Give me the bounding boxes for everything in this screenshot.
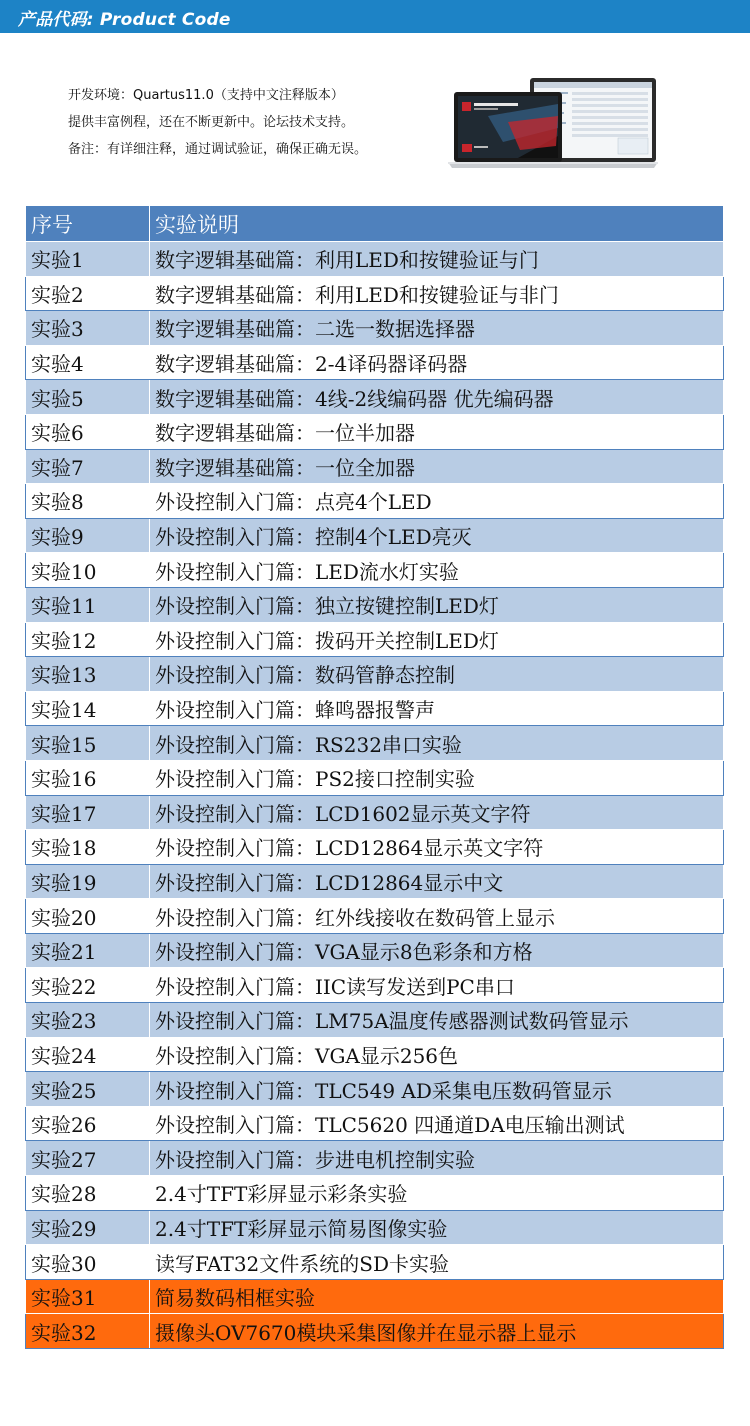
experiment-number-cell: 实验4 — [26, 345, 150, 380]
experiment-table — [25, 205, 724, 1349]
experiment-description-cell: 数字逻辑基础篇：利用LED和按键验证与门 — [150, 242, 724, 277]
column-header-number: 序号 — [26, 206, 150, 242]
experiment-description-cell: 2.4寸TFT彩屏显示简易图像实验 — [150, 1210, 724, 1245]
experiment-description-cell: 外设控制入门篇：拨码开关控制LED灯 — [150, 622, 724, 657]
table-row — [26, 1003, 724, 1038]
experiment-number-cell: 实验7 — [26, 449, 150, 484]
experiment-description-cell: 外设控制入门篇：PS2接口控制实验 — [150, 760, 724, 795]
table-row — [26, 726, 724, 761]
experiment-description-cell: 外设控制入门篇：VGA显示256色 — [150, 1037, 724, 1072]
experiment-description-cell: 数字逻辑基础篇：二选一数据选择器 — [150, 311, 724, 346]
experiment-description-cell: 外设控制入门篇：蜂鸣器报警声 — [150, 691, 724, 726]
intro-line-dev-env: 开发环境：Quartus11.0（支持中文注释版本） — [68, 88, 344, 103]
experiment-number-cell: 实验17 — [26, 795, 150, 830]
experiment-number-cell: 实验27 — [26, 1141, 150, 1176]
table-row — [26, 968, 724, 1003]
table-row — [26, 622, 724, 657]
experiment-description-cell: 外设控制入门篇：点亮4个LED — [150, 484, 724, 519]
table-row — [26, 276, 724, 311]
experiment-number-cell: 实验22 — [26, 968, 150, 1003]
experiment-description-cell: 外设控制入门篇：IIC读写发送到PC串口 — [150, 968, 724, 1003]
experiment-number-cell: 实验6 — [26, 414, 150, 449]
table-row — [26, 830, 724, 865]
table-row — [26, 1106, 724, 1141]
table-row — [26, 414, 724, 449]
column-header-description: 实验说明 — [150, 206, 724, 242]
experiment-description-cell: 外设控制入门篇：红外线接收在数码管上显示 — [150, 899, 724, 934]
experiment-description-cell: 数字逻辑基础篇：利用LED和按键验证与非门 — [150, 276, 724, 311]
experiment-number-cell: 实验15 — [26, 726, 150, 761]
experiment-description-cell: 数字逻辑基础篇：一位全加器 — [150, 449, 724, 484]
table-row — [26, 899, 724, 934]
experiment-description-cell: 数字逻辑基础篇：4线-2线编码器 优先编码器 — [150, 380, 724, 415]
table-row — [26, 1245, 724, 1280]
header-title: 产品代码: Product Code — [18, 10, 231, 30]
table-row — [26, 1176, 724, 1211]
table-row — [26, 449, 724, 484]
experiment-description-cell: 外设控制入门篇：LED流水灯实验 — [150, 553, 724, 588]
experiment-number-cell: 实验28 — [26, 1176, 150, 1211]
header-bar — [0, 0, 750, 33]
table-row — [26, 484, 724, 519]
table-row — [26, 553, 724, 588]
experiment-number-cell: 实验2 — [26, 276, 150, 311]
experiment-description-cell: 数字逻辑基础篇：2-4译码器译码器 — [150, 345, 724, 380]
table-row — [26, 242, 724, 277]
experiment-description-cell: 外设控制入门篇：步进电机控制实验 — [150, 1141, 724, 1176]
table-row — [26, 657, 724, 692]
experiment-number-cell: 实验1 — [26, 242, 150, 277]
experiment-description-cell: 外设控制入门篇：控制4个LED亮灭 — [150, 518, 724, 553]
table-row — [26, 1314, 724, 1349]
experiment-number-cell: 实验3 — [26, 311, 150, 346]
table-row — [26, 518, 724, 553]
experiment-description-cell: 摄像头OV7670模块采集图像并在显示器上显示 — [150, 1314, 724, 1349]
table-row — [26, 795, 724, 830]
table-row — [26, 1037, 724, 1072]
table-row — [26, 587, 724, 622]
experiment-number-cell: 实验20 — [26, 899, 150, 934]
experiment-number-cell: 实验30 — [26, 1245, 150, 1280]
experiment-number-cell: 实验31 — [26, 1279, 150, 1314]
experiment-number-cell: 实验10 — [26, 553, 150, 588]
intro-line-notes: 备注：有详细注释，通过调试验证，确保正确无误。 — [68, 142, 368, 157]
experiment-number-cell: 实验19 — [26, 864, 150, 899]
experiment-description-cell: 2.4寸TFT彩屏显示彩条实验 — [150, 1176, 724, 1211]
experiment-number-cell: 实验32 — [26, 1314, 150, 1349]
experiment-description-cell: 外设控制入门篇：TLC5620 四通道DA电压输出测试 — [150, 1106, 724, 1141]
experiment-description-cell: 外设控制入门篇：TLC549 AD采集电压数码管显示 — [150, 1072, 724, 1107]
experiment-number-cell: 实验23 — [26, 1003, 150, 1038]
experiment-number-cell: 实验14 — [26, 691, 150, 726]
table-row — [26, 380, 724, 415]
experiment-number-cell: 实验18 — [26, 830, 150, 865]
experiment-number-cell: 实验9 — [26, 518, 150, 553]
experiment-number-cell: 实验24 — [26, 1037, 150, 1072]
table-row — [26, 691, 724, 726]
table-row — [26, 933, 724, 968]
experiment-description-cell: 外设控制入门篇：LCD12864显示英文字符 — [150, 830, 724, 865]
table-body — [26, 242, 724, 1349]
experiment-description-cell: 外设控制入门篇：LM75A温度传感器测试数码管显示 — [150, 1003, 724, 1038]
experiment-description-cell: 数字逻辑基础篇：一位半加器 — [150, 414, 724, 449]
intro-text — [68, 82, 428, 163]
experiment-number-cell: 实验8 — [26, 484, 150, 519]
experiment-number-cell: 实验21 — [26, 933, 150, 968]
experiment-number-cell: 实验25 — [26, 1072, 150, 1107]
table-row — [26, 345, 724, 380]
experiment-number-cell: 实验26 — [26, 1106, 150, 1141]
experiment-description-cell: 读写FAT32文件系统的SD卡实验 — [150, 1245, 724, 1280]
experiment-description-cell: 外设控制入门篇：LCD12864显示中文 — [150, 864, 724, 899]
experiment-number-cell: 实验16 — [26, 760, 150, 795]
intro-line-examples: 提供丰富例程，还在不断更新中。论坛技术支持。 — [68, 115, 355, 130]
experiment-number-cell: 实验5 — [26, 380, 150, 415]
experiment-description-cell: 简易数码相框实验 — [150, 1279, 724, 1314]
experiment-description-cell: 外设控制入门篇：数码管静态控制 — [150, 657, 724, 692]
experiment-number-cell: 实验12 — [26, 622, 150, 657]
experiment-number-cell: 实验13 — [26, 657, 150, 692]
table-row — [26, 1072, 724, 1107]
experiment-description-cell: 外设控制入门篇：VGA显示8色彩条和方格 — [150, 933, 724, 968]
table-row — [26, 760, 724, 795]
experiment-description-cell: 外设控制入门篇：独立按键控制LED灯 — [150, 587, 724, 622]
experiment-description-cell: 外设控制入门篇：LCD1602显示英文字符 — [150, 795, 724, 830]
experiment-number-cell: 实验29 — [26, 1210, 150, 1245]
table-row — [26, 1279, 724, 1314]
table-row — [26, 1141, 724, 1176]
experiment-number-cell: 实验11 — [26, 587, 150, 622]
laptop-screenshot-image — [448, 76, 662, 172]
table-row — [26, 1210, 724, 1245]
table-row — [26, 864, 724, 899]
table-row — [26, 311, 724, 346]
experiment-description-cell: 外设控制入门篇：RS232串口实验 — [150, 726, 724, 761]
table-header-row — [26, 206, 724, 242]
